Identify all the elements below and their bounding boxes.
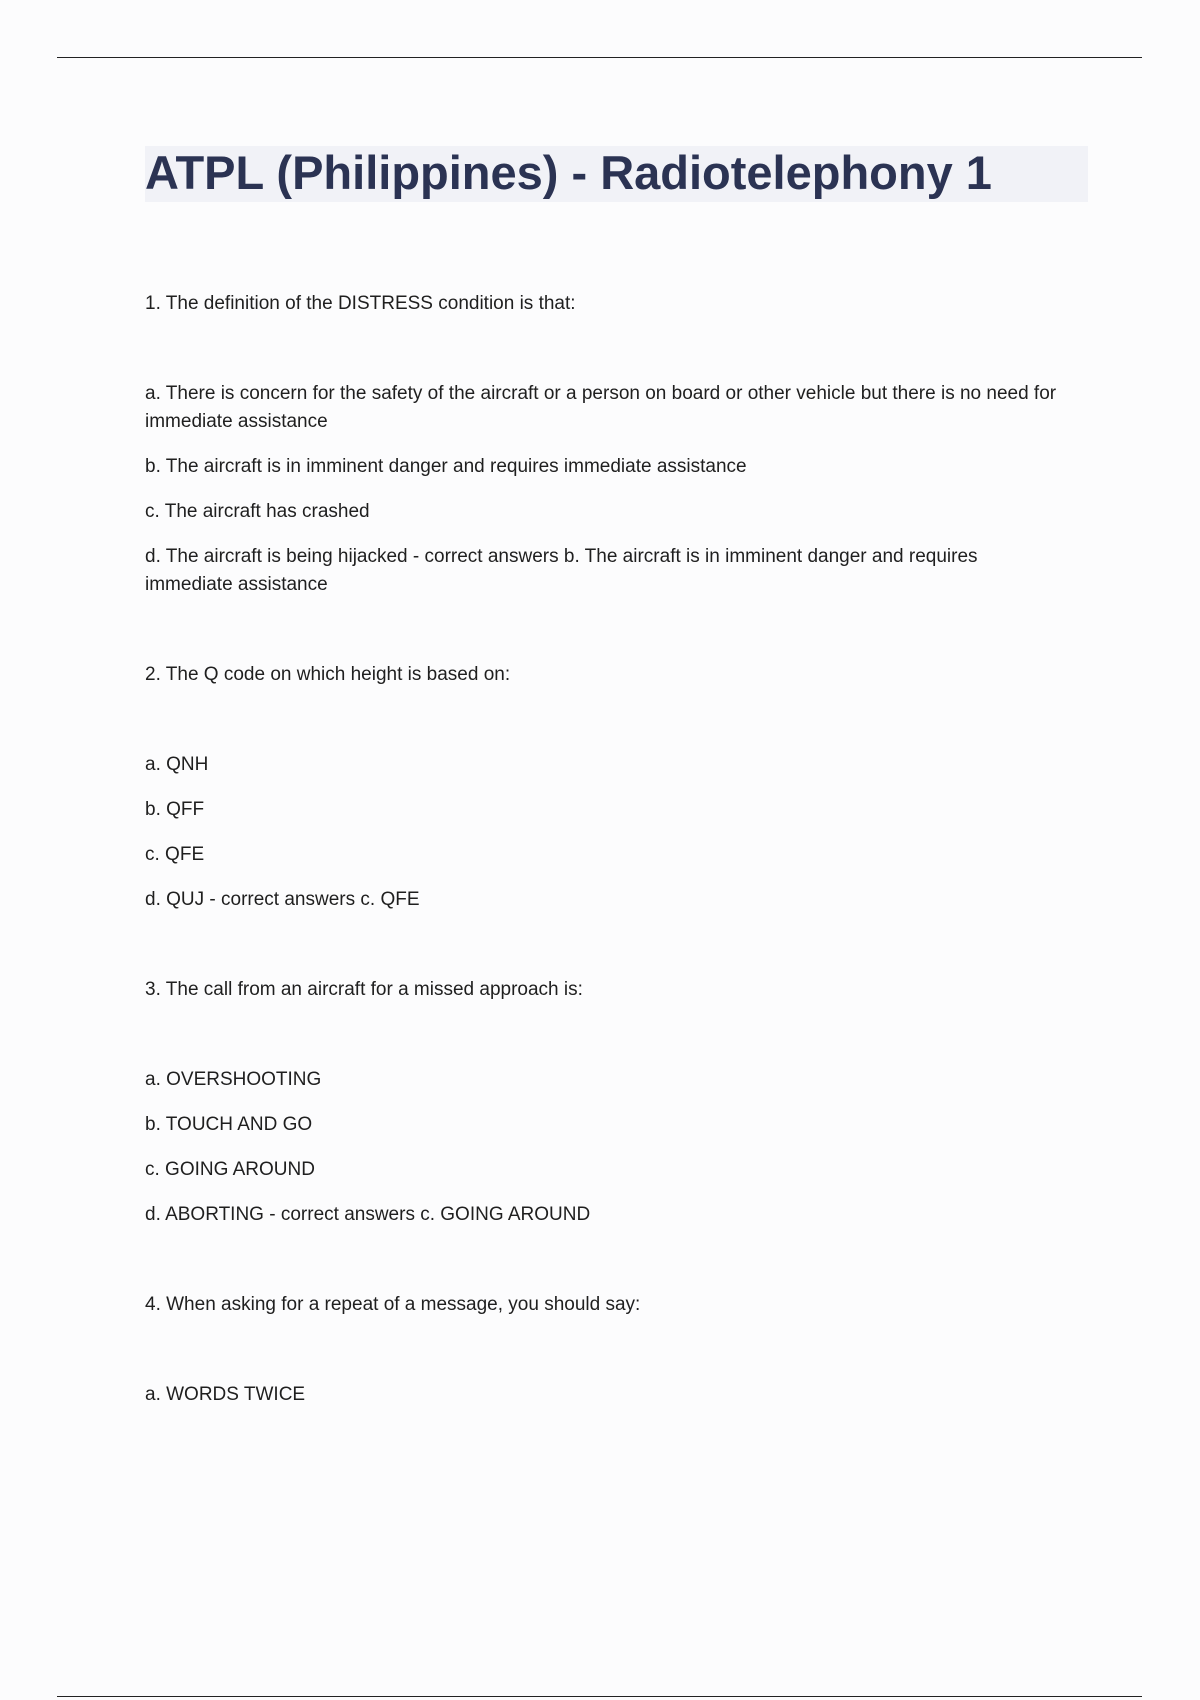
answer-option: d. ABORTING - correct answers c. GOING AROUND [145, 1204, 591, 1225]
question-text: 4. When asking for a repeat of a message, you should say: [145, 1294, 641, 1315]
answer-option: d. The aircraft is being hijacked - correct answers b. The aircraft is in imminent danger and requires immediate assistance [145, 546, 978, 595]
answer-option: b. TOUCH AND GO [145, 1114, 313, 1135]
answer-option: a. QNH [145, 754, 209, 775]
question-3 [145, 976, 1060, 1229]
question-2 [145, 661, 1060, 914]
answer-option: b. The aircraft is in imminent danger and requires immediate assistance [145, 456, 747, 477]
answer-option: c. The aircraft has crashed [145, 501, 370, 522]
question-list [145, 290, 1060, 1426]
bottom-rule [57, 1696, 1142, 1697]
answer-option: a. There is concern for the safety of the aircraft or a person on board or other vehicle but there is no need for immediate assistance [145, 383, 1057, 432]
answer-option: c. QFE [145, 844, 205, 865]
page-title: ATPL (Philippines) - Radiotelephony 1 [145, 146, 992, 199]
top-rule [57, 57, 1142, 58]
answer-option: a. OVERSHOOTING [145, 1069, 322, 1090]
question-4 [145, 1291, 1060, 1409]
question-1 [145, 290, 1060, 599]
answer-option: c. GOING AROUND [145, 1159, 315, 1180]
answer-option: b. QFF [145, 799, 205, 820]
question-text: 2. The Q code on which height is based on: [145, 664, 511, 685]
question-text: 1. The definition of the DISTRESS condition is that: [145, 293, 576, 314]
question-text: 3. The call from an aircraft for a missed approach is: [145, 979, 583, 1000]
answer-option: a. WORDS TWICE [145, 1384, 306, 1405]
answer-option: d. QUJ - correct answers c. QFE [145, 889, 420, 910]
